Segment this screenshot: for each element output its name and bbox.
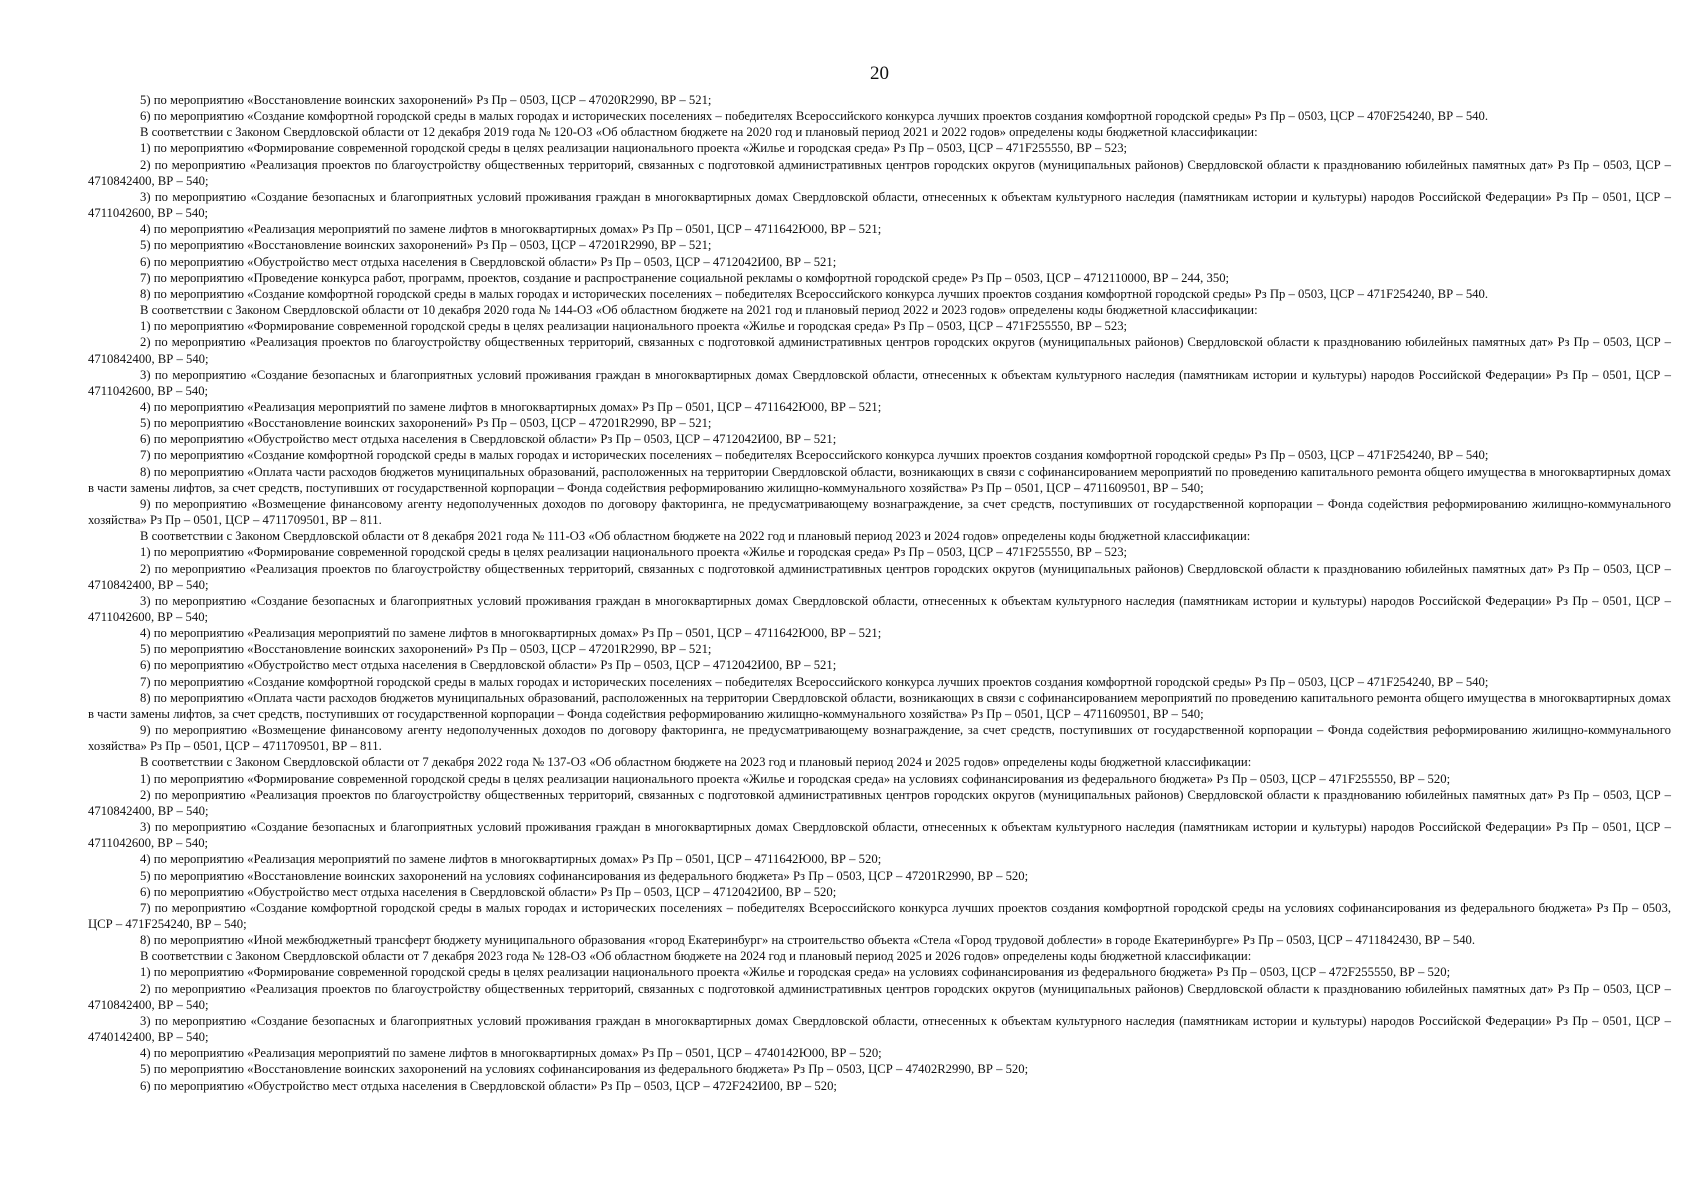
document-paragraph: 5) по мероприятию «Восстановление воинских захоронений на условиях софинансирования из федерального бюджета» Рз Пр – 0503, ЦСР – 47402R2990, ВР – 520; [140, 1062, 1029, 1077]
document-paragraph: 7) по мероприятию «Создание комфортной городской среды в малых городах и исторических поселениях – победителях Всероссийского конкурса лучших проектов создания комфортной городской среды» Рз Пр – 0503, ЦСР – 471F254240, ВР – 540; [140, 448, 1489, 463]
document-paragraph: 2) по мероприятию «Реализация проектов по благоустройству общественных территорий, связанных с подготовкой административных центров городских округов (муниципальных районов) Свердловской области к празднованию юбилейных памятных дат» Рз Пр – 0503, ЦСР – 4710842400, ВР – 540; [88, 157, 1671, 188]
document-paragraph: 3) по мероприятию «Создание безопасных и благоприятных условий проживания граждан в многоквартирных домах Свердловской области, отнесенных к объектам культурного наследия (памятникам истории и культуры) народов Российской Федерации» Рз Пр – 0501, ЦСР – 4711042600, ВР – 540; [88, 820, 1671, 851]
document-paragraph: 5) по мероприятию «Восстановление воинских захоронений» Рз Пр – 0503, ЦСР – 47201R2990, ВР – 521; [140, 416, 712, 431]
document-paragraph: 6) по мероприятию «Обустройство мест отдыха населения в Свердловской области» Рз Пр – 0503, ЦСР – 4712042И00, ВР – 520; [140, 884, 837, 899]
document-paragraph: 9) по мероприятию «Возмещение финансовому агенту недополученных доходов по договору факторинга, не предусматривающему вознаграждение, за счет средств, поступивших от государственной корпорации – Фонда содействия реформированию жилищно-коммунального хозяйства» Рз Пр – 0501, ЦСР – 4711709501, ВР – 811. [88, 496, 1671, 528]
page-number: 20 [870, 63, 889, 84]
document-paragraph: 1) по мероприятию «Формирование современной городской среды в целях реализации национального проекта «Жилье и городская среда» Рз Пр – 0503, ЦСР – 471F255550, ВР – 523; [140, 545, 1128, 560]
document-body [88, 92, 1671, 1094]
document-paragraph: 4) по мероприятию «Реализация мероприятий по замене лифтов в многоквартирных домах» Рз Пр – 0501, ЦСР – 4711642Ю00, ВР – 521; [140, 222, 882, 237]
document-paragraph: 6) по мероприятию «Обустройство мест отдыха населения в Свердловской области» Рз Пр – 0503, ЦСР – 4712042И00, ВР – 521; [140, 254, 837, 269]
document-paragraph: 6) по мероприятию «Обустройство мест отдыха населения в Свердловской области» Рз Пр – 0503, ЦСР – 4712042И00, ВР – 521; [140, 658, 837, 673]
document-paragraph: 3) по мероприятию «Создание безопасных и благоприятных условий проживания граждан в многоквартирных домах Свердловской области, отнесенных к объектам культурного наследия (памятникам истории и культуры) народов Российской Федерации» Рз Пр – 0501, ЦСР – 4711042600, ВР – 540; [88, 593, 1671, 624]
document-paragraph: 2) по мероприятию «Реализация проектов по благоустройству общественных территорий, связанных с подготовкой административных центров городских округов (муниципальных районов) Свердловской области к празднованию юбилейных памятных дат» Рз Пр – 0503, ЦСР – 4710842400, ВР – 540; [88, 981, 1671, 1012]
document-paragraph: 3) по мероприятию «Создание безопасных и благоприятных условий проживания граждан в многоквартирных домах Свердловской области, отнесенных к объектам культурного наследия (памятникам истории и культуры) народов Российской Федерации» Рз Пр – 0501, ЦСР – 4711042600, ВР – 540; [88, 367, 1671, 398]
document-paragraph: 4) по мероприятию «Реализация мероприятий по замене лифтов в многоквартирных домах» Рз Пр – 0501, ЦСР – 4711642Ю00, ВР – 520; [140, 852, 882, 867]
document-paragraph: 4) по мероприятию «Реализация мероприятий по замене лифтов в многоквартирных домах» Рз Пр – 0501, ЦСР – 4740142Ю00, ВР – 520; [140, 1046, 882, 1061]
document-paragraph: В соответствии с Законом Свердловской области от 10 декабря 2020 года № 144-ОЗ «Об областном бюджете на 2021 год и плановый период 2022 и 2023 годов» определены коды бюджетной классификации: [140, 303, 1258, 318]
document-paragraph: 8) по мероприятию «Оплата части расходов бюджетов муниципальных образований, расположенных на территории Свердловской области, возникающих в связи с софинансированием мероприятий по проведению капитального ремонта общего имущества в многоквартирных домах в части замены лифтов, за счет средств, поступивших от государственной корпорации – Фонда содействия реформированию жилищно-коммунального хозяйства» Рз Пр – 0501, ЦСР – 4711609501, ВР – 540; [88, 690, 1671, 721]
document-paragraph: 1) по мероприятию «Формирование современной городской среды в целях реализации национального проекта «Жилье и городская среда» на условиях софинансирования из федерального бюджета» Рз Пр – 0503, ЦСР – 471F255550, ВР – 520; [140, 771, 1451, 786]
document-paragraph: В соответствии с Законом Свердловской области от 7 декабря 2023 года № 128-ОЗ «Об областном бюджете на 2024 год и плановый период 2025 и 2026 годов» определены коды бюджетной классификации: [140, 949, 1252, 964]
document-paragraph: 5) по мероприятию «Восстановление воинских захоронений» Рз Пр – 0503, ЦСР – 47201R2990, ВР – 521; [140, 642, 712, 657]
document-paragraph: 7) по мероприятию «Создание комфортной городской среды в малых городах и исторических поселениях – победителях Всероссийского конкурса лучших проектов создания комфортной городской среды на условиях софинансирования из федерального бюджета» Рз Пр – 0503, ЦСР – 471F254240, ВР – 540; [88, 900, 1671, 931]
document-paragraph: 5) по мероприятию «Восстановление воинских захоронений» Рз Пр – 0503, ЦСР – 47201R2990, ВР – 521; [140, 238, 712, 253]
document-paragraph: 3) по мероприятию «Создание безопасных и благоприятных условий проживания граждан в многоквартирных домах Свердловской области, отнесенных к объектам культурного наследия (памятникам истории и культуры) народов Российской Федерации» Рз Пр – 0501, ЦСР – 4740142400, ВР – 540; [88, 1013, 1671, 1045]
document-paragraph: 7) по мероприятию «Проведение конкурса работ, программ, проектов, создание и распространение социальной рекламы о комфортной городской среде» Рз Пр – 0503, ЦСР – 4712110000, ВР – 244, 350; [140, 270, 1230, 285]
document-paragraph: 6) по мероприятию «Обустройство мест отдыха населения в Свердловской области» Рз Пр – 0503, ЦСР – 4712042И00, ВР – 521; [140, 432, 837, 447]
document-paragraph: 1) по мероприятию «Формирование современной городской среды в целях реализации национального проекта «Жилье и городская среда» на условиях софинансирования из федерального бюджета» Рз Пр – 0503, ЦСР – 472F255550, ВР – 520; [140, 965, 1451, 980]
document-paragraph: 4) по мероприятию «Реализация мероприятий по замене лифтов в многоквартирных домах» Рз Пр – 0501, ЦСР – 4711642Ю00, ВР – 521; [140, 399, 882, 414]
document-paragraph: 8) по мероприятию «Оплата части расходов бюджетов муниципальных образований, расположенных на территории Свердловской области, возникающих в связи с софинансированием мероприятий по проведению капитального ремонта общего имущества в многоквартирных домах в части замены лифтов, за счет средств, поступивших от государственной корпорации – Фонда содействия реформированию жилищно-коммунального хозяйства» Рз Пр – 0501, ЦСР – 4711609501, ВР – 540; [88, 464, 1671, 495]
document-paragraph: В соответствии с Законом Свердловской области от 12 декабря 2019 года № 120-ОЗ «Об областном бюджете на 2020 год и плановый период 2021 и 2022 годов» определены коды бюджетной классификации: [140, 125, 1258, 140]
document-paragraph: В соответствии с Законом Свердловской области от 8 декабря 2021 года № 111-ОЗ «Об областном бюджете на 2022 год и плановый период 2023 и 2024 годов» определены коды бюджетной классификации: [140, 529, 1251, 544]
document-paragraph: 2) по мероприятию «Реализация проектов по благоустройству общественных территорий, связанных с подготовкой административных центров городских округов (муниципальных районов) Свердловской области к празднованию юбилейных памятных дат» Рз Пр – 0503, ЦСР – 4710842400, ВР – 540; [88, 335, 1671, 366]
document-paragraph: 3) по мероприятию «Создание безопасных и благоприятных условий проживания граждан в многоквартирных домах Свердловской области, отнесенных к объектам культурного наследия (памятникам истории и культуры) народов Российской Федерации» Рз Пр – 0501, ЦСР – 4711042600, ВР – 540; [88, 189, 1671, 221]
document-paragraph: 8) по мероприятию «Создание комфортной городской среды в малых городах и исторических поселениях – победителях Всероссийского конкурса лучших проектов создания комфортной городской среды» Рз Пр – 0503, ЦСР – 471F254240, ВР – 540. [140, 286, 1489, 301]
document-paragraph: 8) по мероприятию «Иной межбюджетный трансферт бюджету муниципального образования «город Екатеринбург» на строительство объекта «Стела «Город трудовой доблести» в городе Екатеринбурге» Рз Пр – 0503, ЦСР – 4711842430, ВР – 540. [140, 933, 1476, 948]
document-paragraph: 5) по мероприятию «Восстановление воинских захоронений» Рз Пр – 0503, ЦСР – 47020R2990, ВР – 521; [140, 93, 712, 107]
document-paragraph: 2) по мероприятию «Реализация проектов по благоустройству общественных территорий, связанных с подготовкой административных центров городских округов (муниципальных районов) Свердловской области к празднованию юбилейных памятных дат» Рз Пр – 0503, ЦСР – 4710842400, ВР – 540; [88, 561, 1671, 592]
document-paragraph: 9) по мероприятию «Возмещение финансовому агенту недополученных доходов по договору факторинга, не предусматривающему вознаграждение, за счет средств, поступивших от государственной корпорации – Фонда содействия реформированию жилищно-коммунального хозяйства» Рз Пр – 0501, ЦСР – 4711709501, ВР – 811. [88, 723, 1671, 754]
document-paragraph: 1) по мероприятию «Формирование современной городской среды в целях реализации национального проекта «Жилье и городская среда» Рз Пр – 0503, ЦСР – 471F255550, ВР – 523; [140, 141, 1128, 156]
document-paragraph: 6) по мероприятию «Создание комфортной городской среды в малых городах и исторических поселениях – победителях Всероссийского конкурса лучших проектов создания комфортной городской среды» Рз Пр – 0503, ЦСР – 470F254240, ВР – 540. [140, 109, 1489, 124]
document-paragraph: 7) по мероприятию «Создание комфортной городской среды в малых городах и исторических поселениях – победителях Всероссийского конкурса лучших проектов создания комфортной городской среды» Рз Пр – 0503, ЦСР – 471F254240, ВР – 540; [140, 674, 1489, 689]
document-paragraph: 6) по мероприятию «Обустройство мест отдыха населения в Свердловской области» Рз Пр – 0503, ЦСР – 472F242И00, ВР – 520; [140, 1078, 837, 1093]
document-paragraph: 1) по мероприятию «Формирование современной городской среды в целях реализации национального проекта «Жилье и городская среда» Рз Пр – 0503, ЦСР – 471F255550, ВР – 523; [140, 319, 1128, 334]
document-paragraph: 5) по мероприятию «Восстановление воинских захоронений на условиях софинансирования из федерального бюджета» Рз Пр – 0503, ЦСР – 47201R2990, ВР – 520; [140, 868, 1029, 883]
document-paragraph: В соответствии с Законом Свердловской области от 7 декабря 2022 года № 137-ОЗ «Об областном бюджете на 2023 год и плановый период 2024 и 2025 годов» определены коды бюджетной классификации: [140, 755, 1252, 770]
document-paragraph: 2) по мероприятию «Реализация проектов по благоустройству общественных территорий, связанных с подготовкой административных центров городских округов (муниципальных районов) Свердловской области к празднованию юбилейных памятных дат» Рз Пр – 0503, ЦСР – 4710842400, ВР – 540; [88, 787, 1671, 818]
document-paragraph: 4) по мероприятию «Реализация мероприятий по замене лифтов в многоквартирных домах» Рз Пр – 0501, ЦСР – 4711642Ю00, ВР – 521; [140, 626, 882, 641]
